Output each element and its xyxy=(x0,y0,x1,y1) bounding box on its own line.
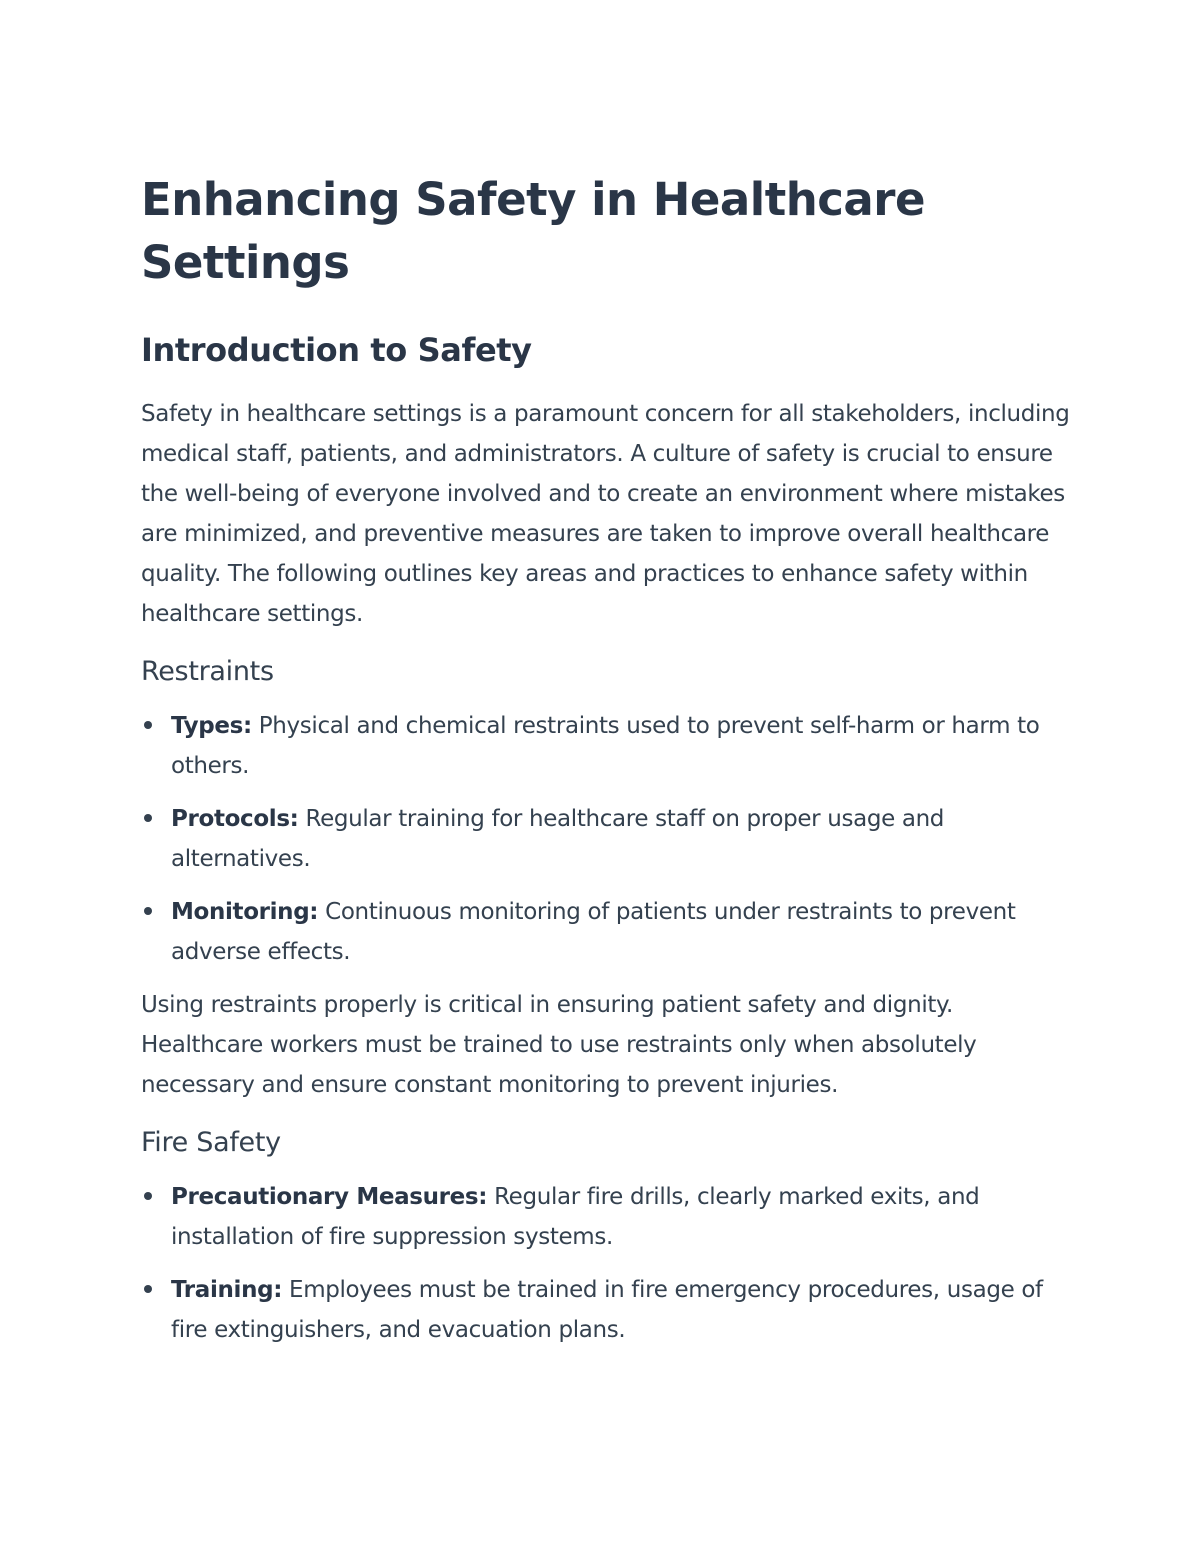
list-item-term: Monitoring: xyxy=(171,899,319,925)
list-item-term: Training: xyxy=(171,1277,283,1303)
list-item-text: Regular fire drills, clearly marked exits, and installation of fire suppression systems. xyxy=(171,1184,980,1250)
restraints-list xyxy=(141,706,1071,972)
introduction-paragraph: Safety in healthcare settings is a paramount concern for all stakeholders, including medical staff, patients, and administrators. A culture of safety is crucial to ensure the well-being of everyone involved and to create an environment where mistakes are minimized, and preventive measures are taken to improve overall healthcare quality. The following outlines key areas and practices to enhance safety within healthcare settings. xyxy=(141,401,1070,627)
list-item xyxy=(141,1270,1071,1350)
fire-safety-list xyxy=(141,1177,1071,1350)
section-heading-fire-safety: Fire Safety xyxy=(141,1127,281,1158)
document-title: Enhancing Safety in Healthcare Settings xyxy=(141,173,926,289)
list-item xyxy=(141,706,1071,786)
list-item-term: Protocols: xyxy=(171,806,299,832)
bullet-icon xyxy=(144,1192,152,1200)
list-item-text: Continuous monitoring of patients under restraints to prevent adverse effects. xyxy=(171,899,1016,965)
list-item-term: Precautionary Measures: xyxy=(171,1184,488,1210)
bullet-icon xyxy=(144,721,152,729)
list-item-text: Regular training for healthcare staff on proper usage and alternatives. xyxy=(171,806,945,872)
list-item xyxy=(141,1177,1071,1257)
section-heading-restraints: Restraints xyxy=(141,656,274,687)
list-item xyxy=(141,892,1071,972)
restraints-summary-paragraph: Using restraints properly is critical in ensuring patient safety and dignity. Healthcare workers must be trained to use restraints only when absolutely necessary and ensure constant monitoring to prevent injuries. xyxy=(141,992,977,1098)
list-item-term: Types: xyxy=(171,713,252,739)
bullet-icon xyxy=(144,814,152,822)
document-page xyxy=(141,168,1071,1363)
list-item xyxy=(141,799,1071,879)
bullet-icon xyxy=(144,1285,152,1293)
list-item-text: Physical and chemical restraints used to prevent self-harm or harm to others. xyxy=(171,713,1040,779)
section-heading-introduction: Introduction to Safety xyxy=(141,331,532,369)
bullet-icon xyxy=(144,907,152,915)
list-item-text: Employees must be trained in fire emergency procedures, usage of fire extinguishers, and evacuation plans. xyxy=(171,1277,1043,1343)
